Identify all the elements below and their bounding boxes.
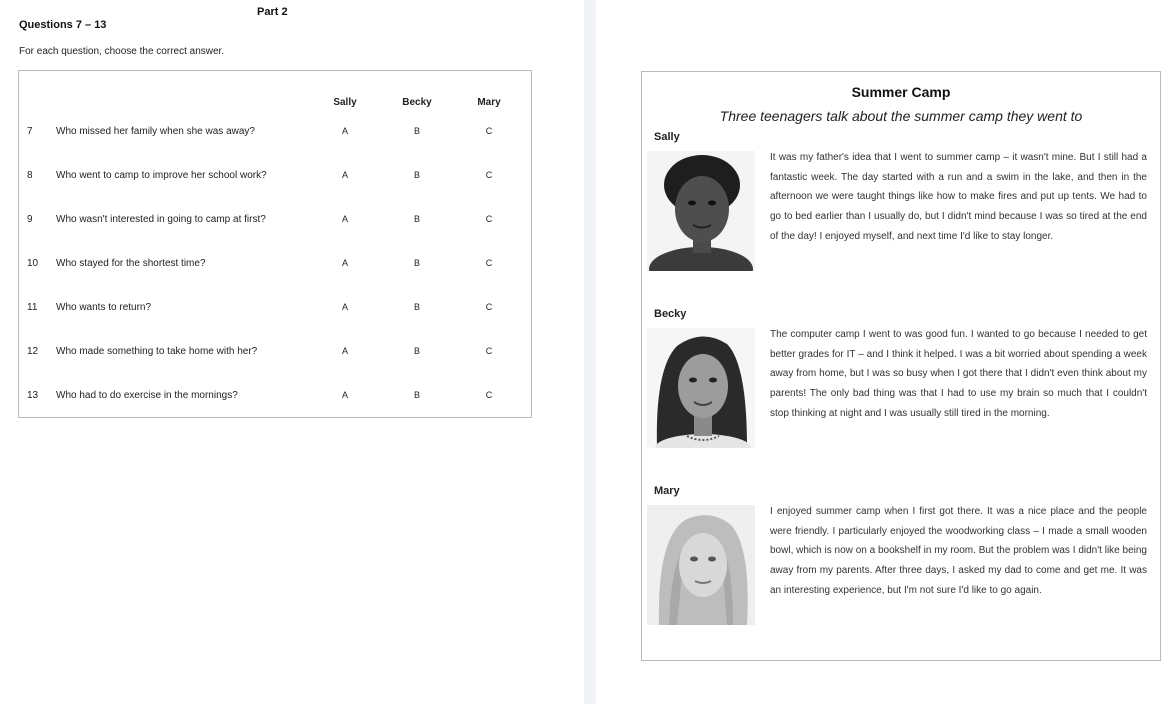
option-c[interactable]: C	[485, 302, 493, 312]
option-a[interactable]: A	[341, 302, 349, 312]
question-row	[19, 170, 531, 186]
option-a[interactable]: A	[341, 170, 349, 180]
option-a[interactable]: A	[341, 258, 349, 268]
question-text: Who made something to take home with her?	[56, 346, 258, 357]
becky-photo-icon	[647, 328, 755, 448]
question-number: 11	[27, 302, 38, 313]
mary-photo-icon	[647, 505, 755, 625]
instructions: For each question, choose the correct answer.	[19, 46, 225, 57]
question-text: Who wants to return?	[56, 302, 152, 313]
part-title: Part 2	[257, 6, 288, 18]
story-subtitle: Three teenagers talk about the summer camp they went to	[719, 108, 1083, 124]
question-range: Questions 7 – 13	[19, 19, 107, 31]
summer-camp-box	[641, 71, 1161, 661]
right-page	[596, 0, 1170, 704]
question-number: 13	[27, 390, 39, 401]
column-header-sally: Sally	[333, 97, 357, 108]
left-page	[0, 0, 584, 704]
option-a[interactable]: A	[341, 126, 349, 136]
option-a[interactable]: A	[341, 214, 349, 224]
person-name-sally: Sally	[654, 131, 680, 143]
question-row	[19, 390, 531, 406]
question-row	[19, 302, 531, 318]
option-b[interactable]: B	[413, 170, 421, 180]
option-b[interactable]: B	[413, 346, 421, 356]
question-number: 12	[27, 346, 39, 357]
question-number: 9	[27, 214, 33, 225]
question-text: Who missed her family when she was away?	[56, 126, 255, 137]
becky-text: The computer camp I went to was good fun. I wanted to go because I needed to get better grades for IT – and I think it helped. I was a bit worried about spending a week away from home, but I was so busy when I got there that I didn't even think about my parents! The only bad thing was that I had to use my brain so much that I couldn't stop thinking at night and I was usually still tired in the morning.	[770, 329, 1147, 419]
option-c[interactable]: C	[485, 170, 493, 180]
question-text: Who had to do exercise in the mornings?	[56, 390, 238, 401]
story-title: Summer Camp	[851, 84, 951, 100]
person-name-mary: Mary	[654, 485, 680, 497]
question-row	[19, 214, 531, 230]
question-row	[19, 126, 531, 142]
option-b[interactable]: B	[413, 258, 421, 268]
option-c[interactable]: C	[485, 126, 493, 136]
option-c[interactable]: C	[485, 390, 493, 400]
option-b[interactable]: B	[413, 126, 421, 136]
mary-text: I enjoyed summer camp when I first got there. It was a nice place and the people were friendly. I particularly enjoyed the woodworking class – I made a small wooden bowl, which is now on a bookshelf in my room. But the problem was I didn't like being away from my parents. After three days, I asked my dad to come and get me. It was an interesting experience, but I'm not sure I'd like to go again.	[770, 506, 1147, 596]
option-c[interactable]: C	[485, 214, 493, 224]
option-a[interactable]: A	[341, 346, 349, 356]
question-text: Who stayed for the shortest time?	[56, 258, 206, 269]
question-text: Who went to camp to improve her school work?	[56, 170, 267, 181]
sally-text: It was my father's idea that I went to summer camp – it wasn't mine. But I still had a fantastic week. The day started with a run and a swim in the lake, and then in the afternoon we were taught things like how to make fires and put up tents. We had to go to bed earlier than I usually do, but I didn't mind because I was so tired at the end of the day! I enjoyed myself, and next time I'd like to stay longer.	[770, 152, 1147, 242]
question-text: Who wasn't interested in going to camp at first?	[56, 214, 266, 225]
option-c[interactable]: C	[485, 258, 493, 268]
option-b[interactable]: B	[413, 214, 421, 224]
option-b[interactable]: B	[413, 390, 421, 400]
person-name-becky: Becky	[654, 308, 687, 320]
questions-table	[18, 70, 532, 418]
question-number: 10	[27, 258, 39, 269]
question-number: 8	[27, 170, 33, 181]
option-b[interactable]: B	[413, 302, 421, 312]
column-header-becky: Becky	[402, 97, 432, 108]
page-gutter	[584, 0, 596, 704]
question-row	[19, 258, 531, 274]
option-c[interactable]: C	[485, 346, 493, 356]
sally-photo-icon	[647, 151, 755, 271]
question-row	[19, 346, 531, 362]
option-a[interactable]: A	[341, 390, 349, 400]
question-number: 7	[27, 126, 33, 137]
column-header-mary: Mary	[477, 97, 501, 108]
